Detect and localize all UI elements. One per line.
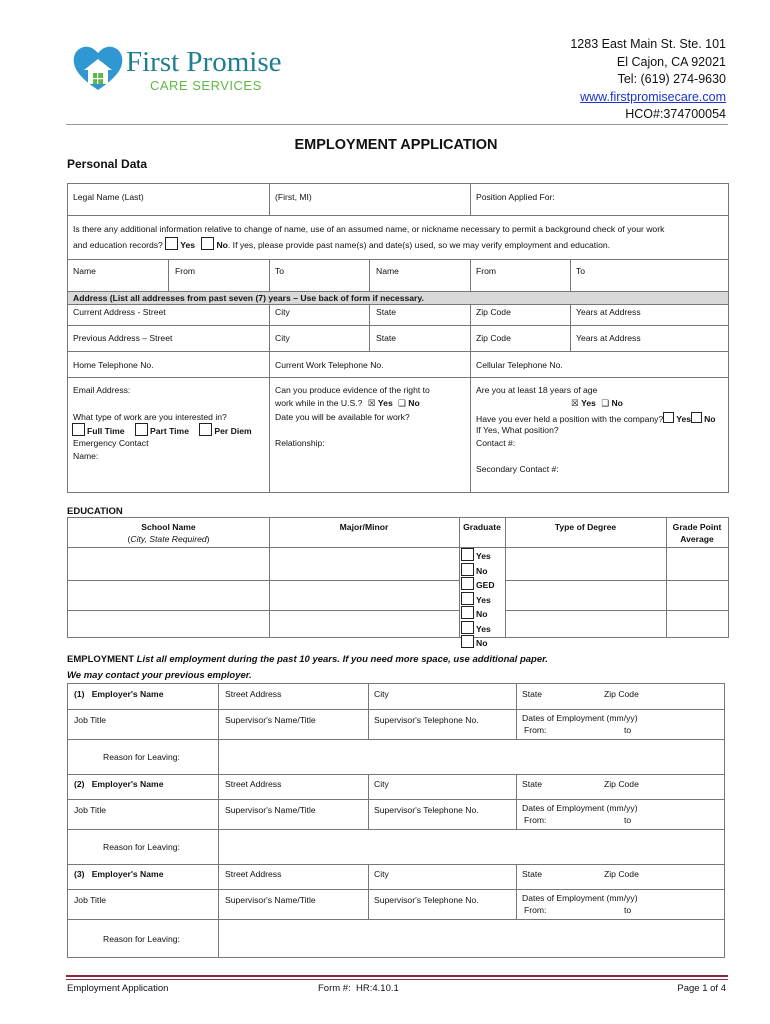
past-to-label-1: To (275, 266, 285, 276)
previous-zip-label: Zip Code (476, 333, 511, 343)
position-applied-label: Position Applied For: (476, 192, 555, 202)
employer-2-city-label: City (374, 779, 389, 789)
email-label: Email Address: (73, 385, 131, 395)
eligibility-yes-checkbox[interactable]: ☒ (367, 399, 376, 409)
current-city-label: City (275, 307, 290, 317)
previous-state-label: State (376, 333, 397, 343)
past-to-label-2: To (576, 266, 586, 276)
employment-heading: EMPLOYMENT (67, 654, 135, 665)
employer-1-city-label: City (374, 689, 389, 699)
age-question: Are you at least 18 years of age (476, 385, 598, 395)
header-rule (66, 124, 728, 125)
personal-data-table (67, 183, 729, 493)
past-from-label-2: From (476, 266, 497, 276)
if-yes-position-label: If Yes, What position? (476, 425, 559, 435)
past-name-label-2: Name (376, 266, 399, 276)
employer-2-to-label: to (624, 815, 632, 825)
grad-no-label-3: No (476, 638, 488, 648)
employer-1-supervisor-tel-label: Supervisor's Telephone No. (374, 715, 479, 725)
alias-yes-checkbox[interactable] (165, 237, 178, 250)
eligibility-no-label: No (408, 398, 420, 408)
hco-number: HCO#:374700054 (625, 107, 726, 121)
employer-3-name-label: Employer's Name (91, 869, 164, 879)
employer-2-zip-label: Zip Code (604, 779, 639, 789)
address-line-1: 1283 East Main St. Ste. 101 (570, 37, 726, 51)
grad-no-label-1: No (476, 565, 488, 576)
employer-3-street-label: Street Address (225, 869, 282, 879)
city-state-note: City, State Required (130, 534, 207, 544)
employer-2-job-title-label: Job Title (74, 805, 107, 815)
part-time-label: Part Time (149, 426, 189, 436)
employer-1-dates-label: Dates of Employment (mm/yy) (522, 713, 638, 723)
logo (70, 40, 310, 100)
past-from-label-1: From (175, 266, 196, 276)
major-minor-header: Major/Minor (339, 522, 389, 532)
employer-1-reason-label: Reason for Leaving: (103, 752, 180, 762)
website-link[interactable]: www.firstpromisecare.com (580, 89, 726, 104)
employer-1-job-title-label: Job Title (74, 715, 107, 725)
telephone: Tel: (619) 274-9630 (617, 72, 726, 86)
grad-no-checkbox-2[interactable] (461, 606, 474, 619)
full-time-label: Full Time (87, 426, 125, 436)
education-heading: EDUCATION (67, 506, 123, 517)
heart-house-icon (70, 40, 126, 96)
previous-city-label: City (275, 333, 290, 343)
employer-2-supervisor-label: Supervisor's Name/Title (225, 805, 316, 815)
alias-no-checkbox[interactable] (201, 237, 214, 250)
relationship-label: Relationship: (275, 438, 325, 448)
past-name-label-1: Name (73, 266, 96, 276)
footer-left: Employment Application (67, 983, 169, 994)
age-yes-checkbox[interactable]: ☒ (571, 399, 579, 409)
first-mi-label: (First, MI) (275, 192, 312, 202)
employer-2-supervisor-tel-label: Supervisor's Telephone No. (374, 805, 479, 815)
part-time-checkbox[interactable] (135, 423, 148, 436)
footer-rule-thin (66, 979, 728, 980)
previous-street-label: Previous Address – Street (73, 333, 173, 343)
grad-yes-label-3: Yes (476, 623, 491, 634)
logo-name: First Promise (126, 46, 282, 78)
held-yes-label: Yes (676, 414, 692, 424)
home-telephone-label: Home Telephone No. (73, 360, 154, 370)
footer-page-number: Page 1 of 4 (677, 983, 726, 994)
secondary-contact-label: Secondary Contact #: (476, 464, 559, 474)
held-no-label: No (704, 414, 716, 424)
full-time-checkbox[interactable] (72, 423, 85, 436)
emergency-name-label: Name: (73, 451, 99, 461)
employer-1-from-label: From: (524, 725, 547, 735)
work-eligibility-question: Can you produce evidence of the right to (275, 385, 430, 395)
age-no-checkbox[interactable]: ❑ (601, 399, 610, 409)
address-line-2: El Cajon, CA 92021 (616, 54, 726, 69)
employer-3-from-label: From: (524, 905, 547, 915)
employer-2-number: (2) (74, 779, 85, 789)
company-address (570, 36, 726, 124)
employer-3-supervisor-tel-label: Supervisor's Telephone No. (374, 895, 479, 905)
legal-name-last-label: Legal Name (Last) (73, 192, 144, 202)
grad-yes-checkbox-1[interactable] (461, 548, 474, 561)
employer-2-from-label: From: (524, 815, 547, 825)
employer-2-name-label: Employer's Name (91, 779, 164, 789)
ged-checkbox[interactable] (461, 577, 474, 590)
employer-3-zip-label: Zip Code (604, 869, 639, 879)
work-type-question: What type of work are you interested in? (73, 412, 227, 422)
employment-contact-note: We may contact your previous employer. (67, 670, 252, 681)
footer-rule (66, 975, 728, 977)
school-name-header: School Name (141, 522, 196, 532)
employment-instructions: List all employment during the past 10 years. If you need more space, use additional paper. (136, 654, 548, 665)
employer-3-to-label: to (624, 905, 632, 915)
employer-3-supervisor-label: Supervisor's Name/Title (225, 895, 316, 905)
logo-sub: CARE SERVICES (150, 78, 262, 93)
employment-table (67, 683, 725, 958)
employer-3-reason-label: Reason for Leaving: (103, 934, 180, 944)
employer-3-city-label: City (374, 869, 389, 879)
grad-no-label-2: No (476, 609, 488, 619)
current-state-label: State (376, 307, 397, 317)
employer-1-name-label: Employer's Name (91, 689, 164, 699)
per-diem-checkbox[interactable] (199, 423, 212, 436)
employer-1-to-label: to (624, 725, 632, 735)
alias-instructions: . If yes, please provide past name(s) and date(s) used, so we may verify employment and education. (227, 240, 611, 250)
per-diem-label: Per Diem (214, 426, 252, 436)
date-available-label: Date you will be available for work? (275, 412, 410, 422)
age-yes-label: Yes (581, 398, 596, 408)
employer-1-supervisor-label: Supervisor's Name/Title (225, 715, 316, 725)
city-state-close-paren: ) (206, 534, 210, 544)
work-telephone-label: Current Work Telephone No. (275, 360, 384, 370)
current-years-label: Years at Address (576, 307, 641, 317)
eligibility-no-checkbox[interactable]: ❑ (398, 399, 406, 409)
current-street-label: Current Address - Street (73, 307, 166, 317)
grad-yes-checkbox-2[interactable] (461, 592, 474, 605)
personal-data-heading: Personal Data (67, 157, 148, 171)
held-yes-checkbox[interactable] (663, 412, 674, 423)
age-no-label: No (611, 398, 623, 408)
degree-header: Type of Degree (554, 522, 617, 532)
eligibility-yes-label: Yes (377, 398, 393, 408)
cell-telephone-label: Cellular Telephone No. (476, 360, 563, 370)
employer-1-street-label: Street Address (225, 689, 282, 699)
employer-3-job-title-label: Job Title (74, 895, 107, 905)
employer-3-dates-label: Dates of Employment (mm/yy) (522, 893, 638, 903)
grad-yes-label-1: Yes (476, 551, 491, 561)
additional-info-question-cont: and education records? (73, 240, 163, 250)
footer-form-number: Form #: HR:4.10.1 (318, 983, 399, 994)
held-no-checkbox[interactable] (691, 412, 702, 423)
additional-info-question: Is there any additional information relative to change of name, use of an assumed name, or nickname necessary to permit a background check of your work (73, 224, 665, 234)
employer-1-state-label: State (522, 689, 543, 699)
city-state-open-paren: ( (127, 534, 131, 544)
emergency-contact-label: Emergency Contact (73, 438, 149, 448)
held-position-question: Have you ever held a position with the company? (476, 414, 664, 424)
alias-no-label: No (216, 240, 228, 250)
employer-3-state-label: State (522, 869, 543, 879)
ged-label: GED (476, 580, 495, 590)
work-eligibility-question-cont: work while in the U.S.? (275, 398, 363, 408)
employer-1-zip-label: Zip Code (604, 689, 639, 699)
alias-yes-label: Yes (180, 240, 196, 250)
graduate-header: Graduate (463, 522, 501, 532)
grad-no-checkbox-1[interactable] (461, 563, 474, 576)
address-section-heading: Address (List all addresses from past seven (7) years – Use back of form if necessary. (73, 293, 424, 303)
previous-years-label: Years at Address (576, 333, 641, 343)
grad-yes-label-2: Yes (476, 594, 491, 605)
current-zip-label: Zip Code (476, 307, 511, 317)
education-table (67, 517, 729, 648)
employer-2-state-label: State (522, 779, 543, 789)
employer-1-number: (1) (74, 689, 85, 699)
contact-number-label: Contact #: (476, 438, 516, 448)
gpa-header-cont: Average (680, 534, 714, 544)
employer-2-reason-label: Reason for Leaving: (103, 842, 180, 852)
grad-yes-checkbox-3[interactable] (461, 621, 474, 634)
form-title: EMPLOYMENT APPLICATION (294, 137, 498, 153)
gpa-header: Grade Point (672, 522, 722, 532)
grad-no-checkbox-3[interactable] (461, 635, 474, 648)
employer-2-street-label: Street Address (225, 779, 282, 789)
employer-2-dates-label: Dates of Employment (mm/yy) (522, 803, 638, 813)
employer-3-number: (3) (74, 869, 85, 879)
